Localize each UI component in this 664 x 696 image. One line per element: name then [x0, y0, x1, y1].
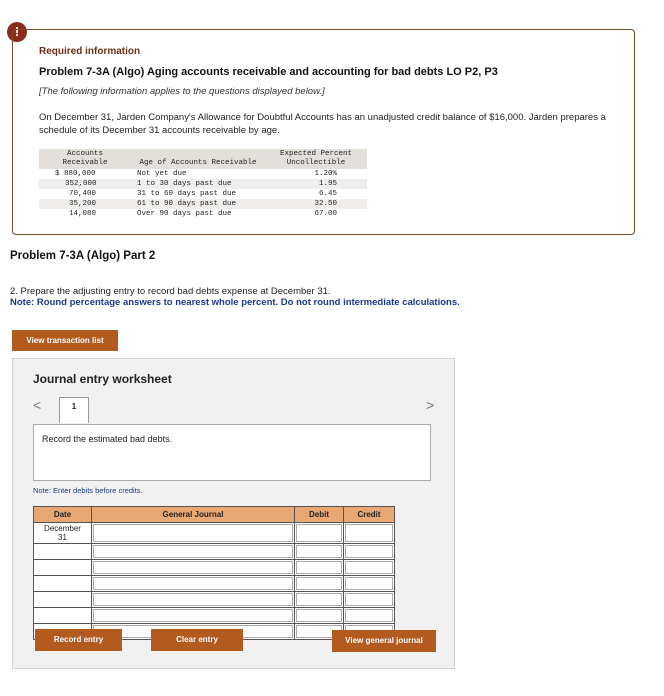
credit-input[interactable] [344, 560, 395, 576]
age-cell: 31 to 60 days past due [137, 190, 237, 198]
column-debit: Debit [295, 507, 344, 523]
date-cell [34, 560, 92, 576]
date-cell [34, 608, 92, 624]
chevron-left-icon[interactable]: < [33, 397, 42, 413]
table-row [39, 189, 367, 199]
header-percent-line1: Expected Percent [279, 150, 352, 158]
header-accounts-line1: Accounts [66, 150, 103, 158]
table-row [39, 169, 367, 179]
age-cell: Over 90 days past due [137, 210, 232, 218]
percent-cell: 6.45 [318, 190, 337, 198]
debit-input[interactable] [295, 560, 344, 576]
table-row [39, 179, 367, 189]
part-title: Problem 7-3A (Algo) Part 2 [10, 250, 156, 262]
schedule-header-row [39, 149, 367, 169]
chevron-right-icon[interactable]: > [426, 397, 435, 413]
percent-cell: 1.20% [314, 170, 337, 178]
credit-input[interactable] [344, 544, 395, 560]
account-input[interactable] [92, 544, 295, 560]
table-row [39, 199, 367, 209]
exclamation-icon: ! [7, 22, 27, 42]
account-input[interactable] [92, 592, 295, 608]
worksheet-title: Journal entry worksheet [33, 372, 172, 386]
account-input[interactable] [92, 576, 295, 592]
date-cell [34, 544, 92, 560]
column-date: Date [34, 507, 92, 523]
column-credit: Credit [344, 507, 395, 523]
percent-cell: 32.50 [265, 199, 367, 209]
age-cell: 61 to 90 days past due [131, 199, 265, 209]
credit-input[interactable] [344, 608, 395, 624]
clear-entry-button[interactable]: Clear entry [151, 629, 243, 651]
header-age-label: Age of Accounts Receivable [139, 159, 257, 167]
required-information-panel [12, 29, 635, 235]
amount-cell: 14,080 [69, 210, 97, 218]
record-instruction-box [33, 424, 431, 481]
percent-cell: 67.00 [314, 210, 337, 218]
journal-row [34, 608, 395, 624]
table-row [39, 209, 367, 219]
header-expected-percent [265, 149, 367, 169]
date-cell [34, 592, 92, 608]
journal-row [34, 560, 395, 576]
header-accounts-receivable [39, 149, 131, 169]
amount-cell: 35,200 [39, 199, 131, 209]
journal-row [34, 592, 395, 608]
credit-input[interactable] [344, 592, 395, 608]
percent-cell: 1.95 [265, 179, 367, 189]
view-transaction-list-button[interactable]: View transaction list [12, 330, 118, 351]
debit-input[interactable] [295, 576, 344, 592]
date-cell [34, 576, 92, 592]
debits-note: Note: Enter debits before credits. [33, 486, 143, 495]
problem-title: Problem 7-3A (Algo) Aging accounts receivable and accounting for bad debts LO P2, P3 [39, 66, 498, 78]
credit-input[interactable] [344, 576, 395, 592]
journal-row [34, 576, 395, 592]
amount-cell: $ 880,000 [55, 170, 96, 178]
journal-table [33, 506, 395, 640]
date-cell [34, 523, 92, 544]
date-month: December [44, 524, 81, 533]
header-percent-line2: Uncollectible [286, 159, 346, 167]
record-entry-button[interactable]: Record entry [35, 629, 122, 651]
journal-entry-worksheet [12, 358, 455, 669]
debit-input[interactable] [295, 608, 344, 624]
column-general-journal: General Journal [92, 507, 295, 523]
age-cell: 1 to 30 days past due [131, 179, 265, 189]
applies-note: [The following information applies to the questions displayed below.] [39, 86, 325, 97]
amount-cell: 70,400 [69, 190, 97, 198]
tab-entry-1[interactable]: 1 [59, 397, 89, 423]
view-general-journal-button[interactable]: View general journal [332, 630, 436, 652]
journal-header-row [34, 507, 395, 523]
problem-paragraph: On December 31, Jarden Company's Allowance for Doubtful Accounts has an unadjusted credit balance of $16,000. Jarden prepares a schedule of its December 31 accounts receivable by age. [39, 112, 606, 136]
date-day: 31 [58, 533, 67, 542]
aging-schedule-table [39, 149, 367, 219]
required-information-heading: Required information [39, 46, 141, 57]
amount-cell: 352,000 [39, 179, 131, 189]
account-input[interactable] [92, 523, 295, 544]
header-accounts-line2: Receivable [62, 159, 108, 167]
debit-input[interactable] [295, 544, 344, 560]
account-input[interactable] [92, 560, 295, 576]
part-instruction: 2. Prepare the adjusting entry to record bad debts expense at December 31. [10, 286, 331, 297]
credit-input[interactable] [344, 523, 395, 544]
record-instruction-text: Record the estimated bad debts. [42, 434, 173, 444]
header-age [131, 149, 265, 169]
debit-input[interactable] [295, 592, 344, 608]
age-cell: Not yet due [137, 170, 187, 178]
account-input[interactable] [92, 608, 295, 624]
journal-row [34, 523, 395, 544]
journal-row [34, 544, 395, 560]
rounding-note: Note: Round percentage answers to nearest whole percent. Do not round intermediate calculations. [10, 297, 460, 308]
debit-input[interactable] [295, 523, 344, 544]
